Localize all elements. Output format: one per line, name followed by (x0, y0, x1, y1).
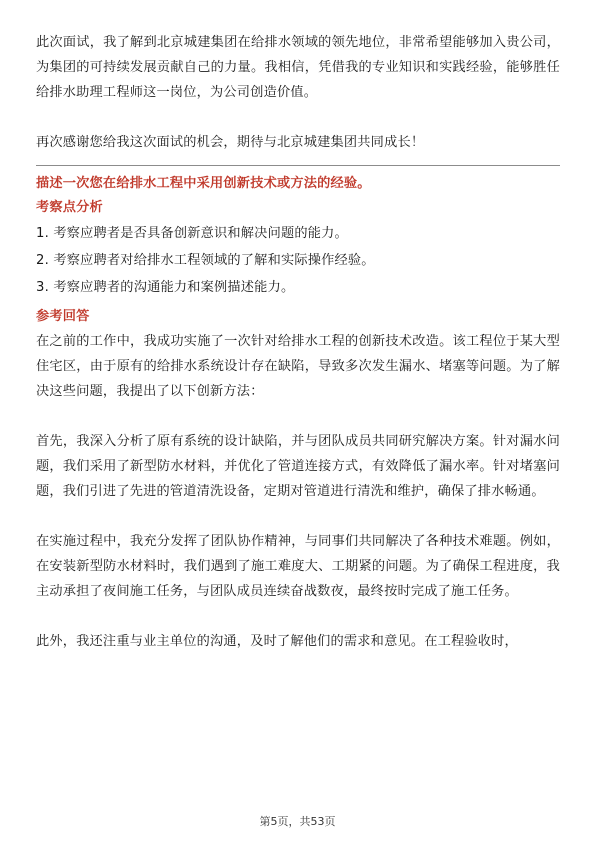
section-divider (36, 165, 560, 166)
thanks-paragraph: 再次感谢您给我这次面试的机会，期待与北京城建集团共同成长！ (36, 135, 425, 150)
answer-paragraph: 在之前的工作中，我成功实施了一次针对给排水工程的创新技术改造。该工程位于某大型住宅区，由于原有的给排水系统设计存在缺陷，导致多次发生漏水、堵塞等问题。为了解决这些问题，我提出了以下创新方法： (36, 334, 560, 399)
question-title: 描述一次您在给排水工程中采用创新技术或方法的经验。 (36, 176, 371, 191)
analysis-item: 2. 考察应聘者对给排水工程领域的了解和实际操作经验。 (36, 253, 375, 268)
analysis-heading: 考察点分析 (36, 200, 103, 215)
document-page (36, 30, 560, 654)
page-number: 第5页，共53页 (259, 815, 336, 828)
analysis-list (36, 220, 560, 301)
analysis-item: 3. 考察应聘者的沟通能力和案例描述能力。 (36, 280, 295, 295)
intro-paragraph: 此次面试，我了解到北京城建集团在给排水领域的领先地位，非常希望能够加入贵公司，为集团的可持续发展贡献自己的力量。我相信，凭借我的专业知识和实践经验，能够胜任给排水助理工程师这一岗位，为公司创造价值。 (36, 35, 560, 100)
analysis-item: 1. 考察应聘者是否具备创新意识和解决问题的能力。 (36, 226, 348, 241)
answer-paragraph: 此外，我还注重与业主单位的沟通，及时了解他们的需求和意见。在工程验收时， (36, 634, 518, 649)
answer-paragraph: 首先，我深入分析了原有系统的设计缺陷，并与团队成员共同研究解决方案。针对漏水问题，我们采用了新型防水材料，并优化了管道连接方式，有效降低了漏水率。针对堵塞问题，我们引进了先进的管道清洗设备，定期对管道进行清洗和维护，确保了排水畅通。 (36, 434, 560, 499)
answer-heading: 参考回答 (36, 309, 90, 324)
answer-paragraph: 在实施过程中，我充分发挥了团队协作精神，与同事们共同解决了各种技术难题。例如，在安装新型防水材料时，我们遇到了施工难度大、工期紧的问题。为了确保工程进度，我主动承担了夜间施工任务，与团队成员连续奋战数夜，最终按时完成了施工任务。 (36, 534, 560, 599)
